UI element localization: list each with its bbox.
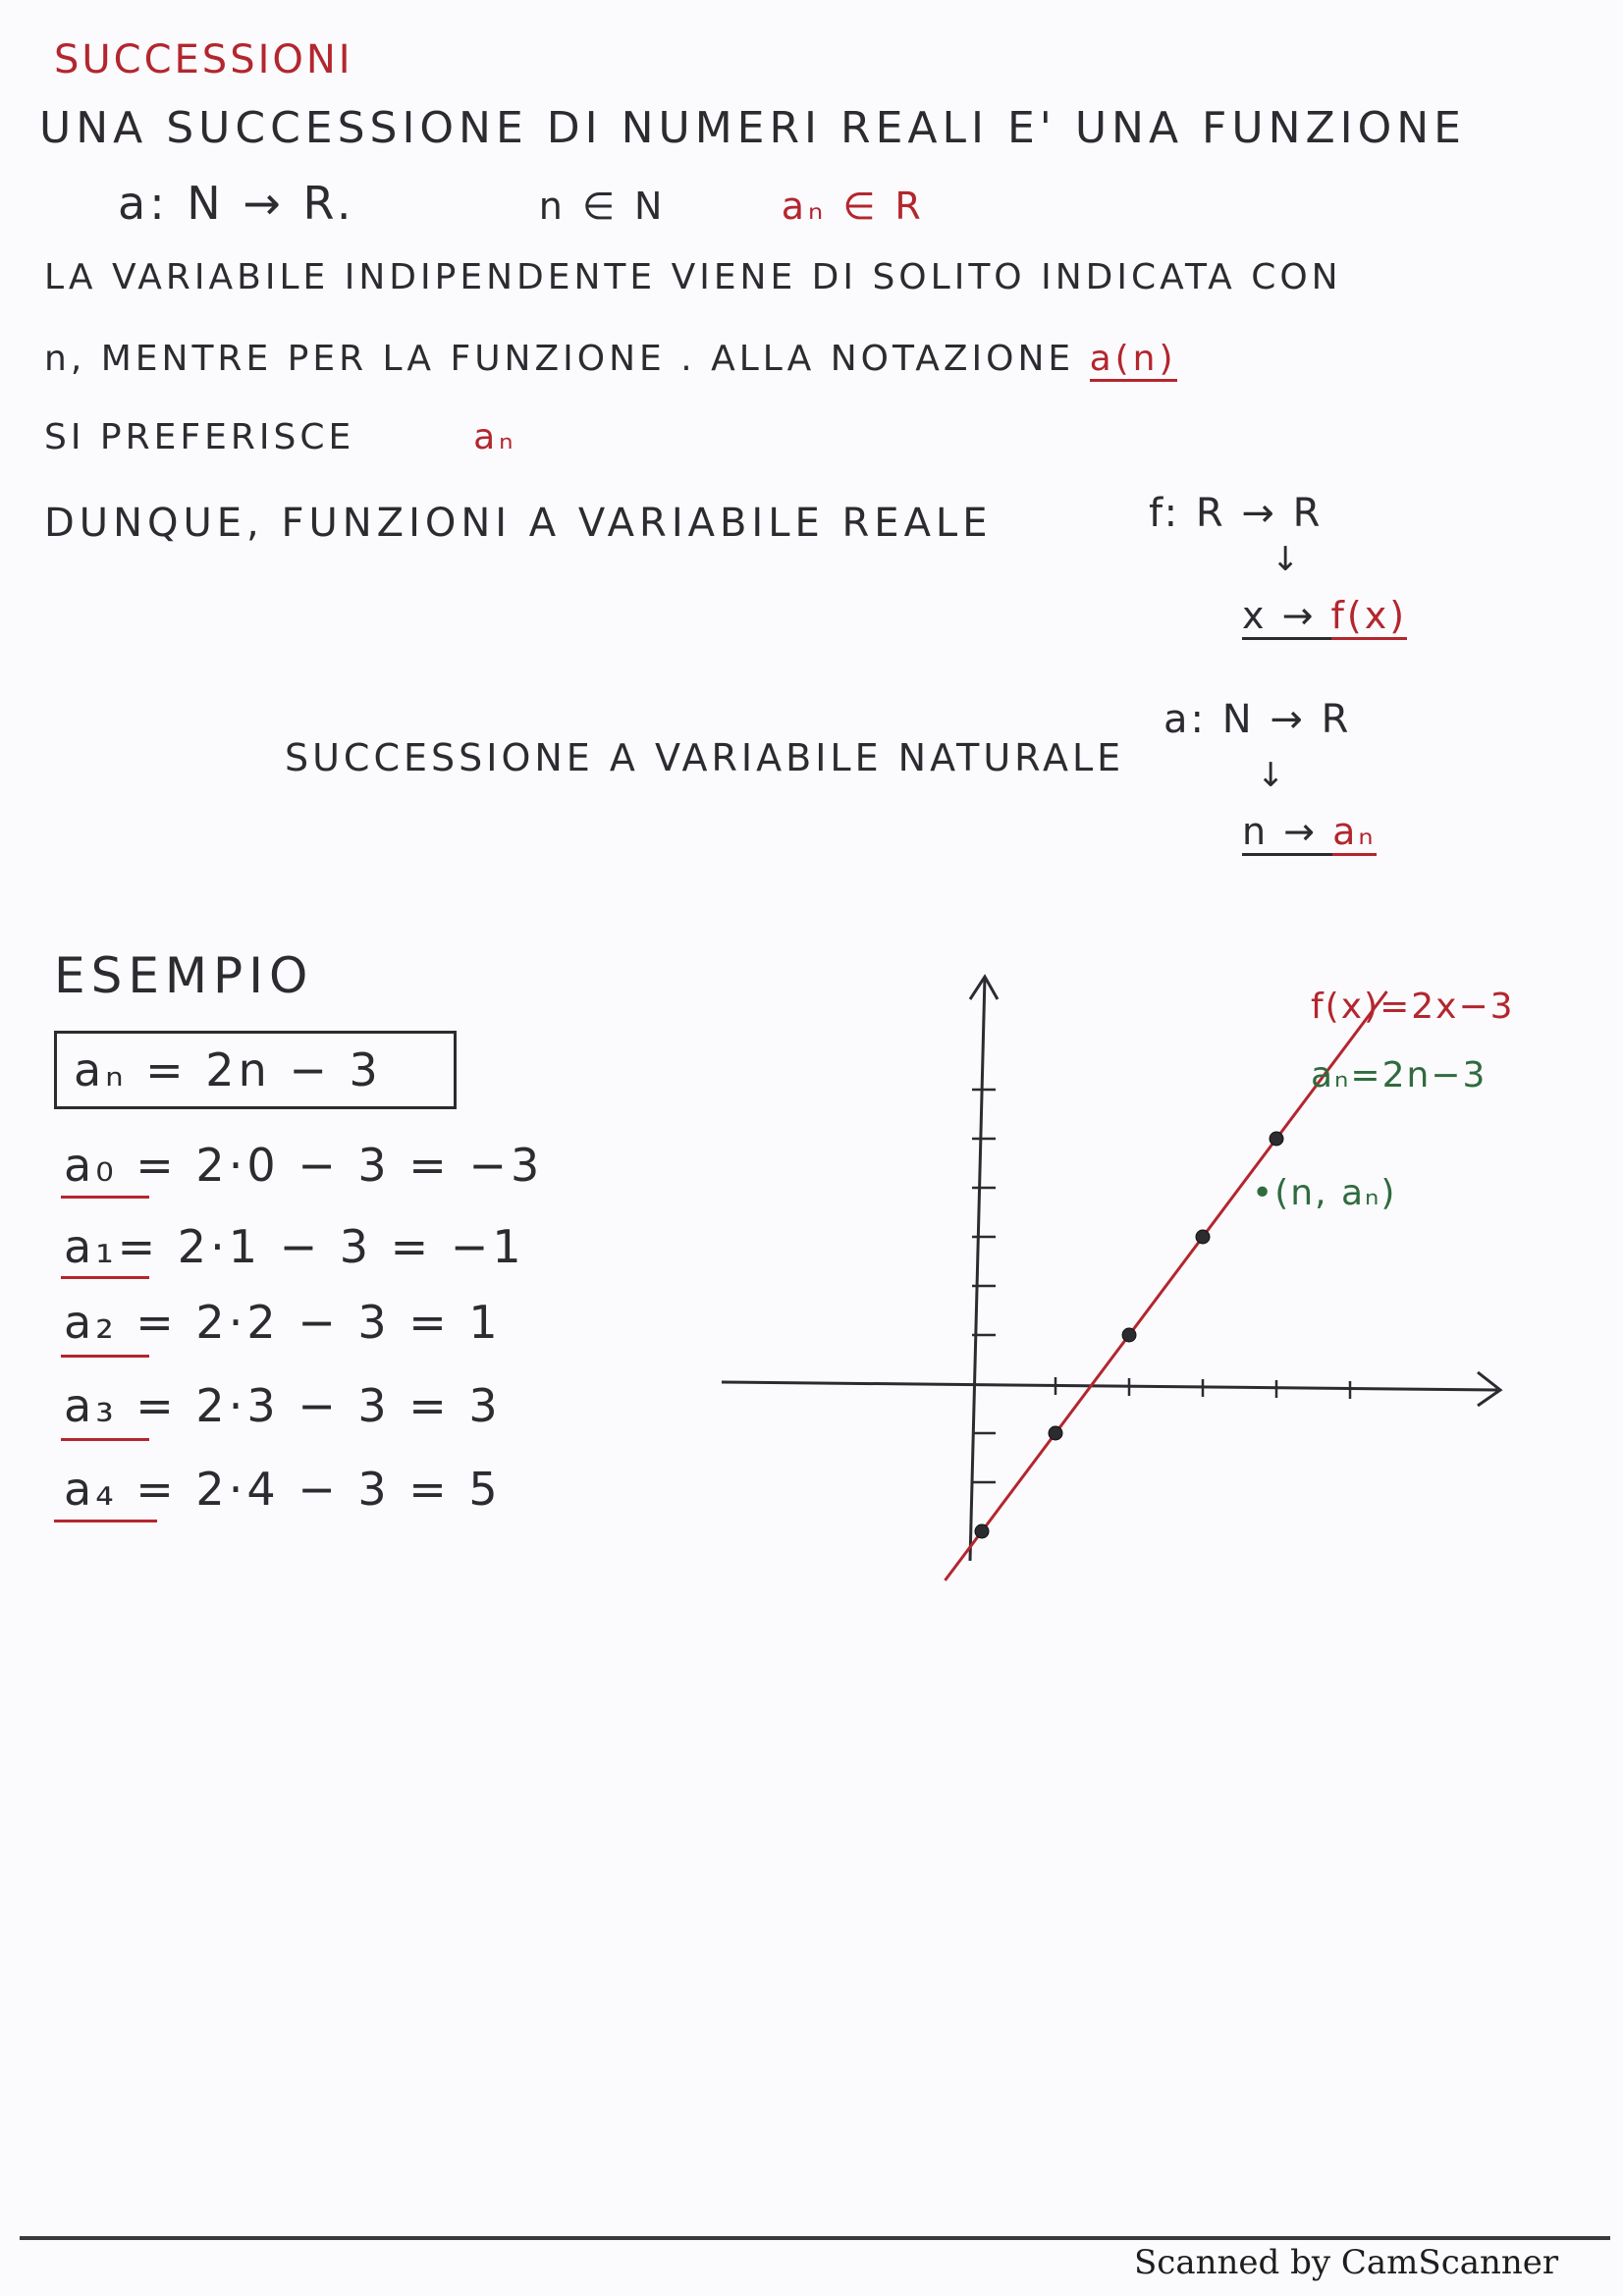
y-axis — [970, 977, 985, 1561]
legend-line-label: f(x)=2x−3 — [1311, 987, 1515, 1027]
sequence-point — [1270, 1132, 1283, 1146]
arrow-down-icon: ↓ — [1257, 756, 1288, 795]
example-formula: aₙ = 2n − 3 — [74, 1043, 382, 1096]
definition-line — [39, 103, 1466, 153]
sequence-map-natural: a: N → R — [1163, 697, 1352, 742]
row-lhs: a₄ — [64, 1463, 118, 1516]
definition-map-line — [118, 177, 925, 230]
explanation-line-2-text: n, MENTRE PER LA FUNZIONE . ALLA NOTAZIONE — [44, 339, 1075, 379]
sequence-rule — [1242, 810, 1377, 853]
page-title: SUCCESSIONI — [54, 37, 353, 82]
explanation-line-3 — [44, 417, 517, 457]
sequence-point — [975, 1524, 989, 1538]
sequence-point — [1122, 1328, 1136, 1342]
explanation-line-1: LA VARIABILE INDIPENDENTE VIENE DI SOLITO INDICATA CON — [44, 257, 1342, 297]
sequence-point — [1049, 1426, 1062, 1440]
row-rhs: = 2·3 − 3 = 3 — [117, 1379, 502, 1432]
real-function-map: f: R → R — [1149, 491, 1324, 536]
scanner-watermark: Scanned by CamScanner — [1134, 2243, 1559, 2282]
sequence-point — [1196, 1230, 1210, 1244]
legend-sequence-label: aₙ=2n−3 — [1311, 1055, 1488, 1095]
row-lhs: a₂ — [64, 1296, 118, 1349]
real-rule-image: f(x) — [1331, 594, 1408, 640]
footer-divider — [20, 2236, 1610, 2240]
notation-function: a(n) — [1090, 339, 1177, 382]
real-rule-var: x → — [1242, 594, 1331, 640]
real-function-label: DUNQUE, FUNZIONI A VARIABILE REALE — [44, 501, 993, 546]
explanation-line-2 — [44, 339, 1177, 379]
row-lhs: a₀ — [64, 1139, 118, 1192]
example-row — [64, 1220, 525, 1273]
example-row — [64, 1296, 502, 1349]
sequence-map: a: N → R. — [118, 177, 355, 230]
row-lhs: a₁ — [64, 1220, 118, 1273]
sequence-label: SUCCESSIONE A VARIABILE NATURALE — [285, 736, 1125, 779]
example-heading: ESEMPIO — [54, 947, 314, 1004]
example-row — [64, 1139, 543, 1192]
an-codomain: aₙ ∈ R — [781, 185, 925, 228]
example-row — [64, 1463, 502, 1516]
row-rhs: = 2·2 − 3 = 1 — [117, 1296, 502, 1349]
row-lhs: a₃ — [64, 1379, 118, 1432]
n-domain: n ∈ N — [538, 185, 667, 228]
sequence-rule-image: aₙ — [1332, 810, 1376, 856]
explanation-line-3-text: SI PREFERISCE — [44, 417, 355, 457]
legend-point-label: •(n, aₙ) — [1252, 1173, 1397, 1213]
definition-text: UNA SUCCESSIONE DI NUMERI REALI E' UNA FUNZIONE — [39, 103, 1466, 153]
x-axis — [722, 1382, 1497, 1390]
row-rhs: = 2·4 − 3 = 5 — [117, 1463, 502, 1516]
example-row — [64, 1379, 502, 1432]
real-function-rule — [1242, 594, 1407, 637]
arrow-down-icon: ↓ — [1271, 540, 1303, 579]
sequence-rule-var: n → — [1242, 810, 1332, 856]
row-rhs: = 2·0 − 3 = −3 — [117, 1139, 544, 1192]
row-rhs: = 2·1 − 3 = −1 — [117, 1220, 525, 1273]
notation-sequence: aₙ — [473, 417, 517, 457]
